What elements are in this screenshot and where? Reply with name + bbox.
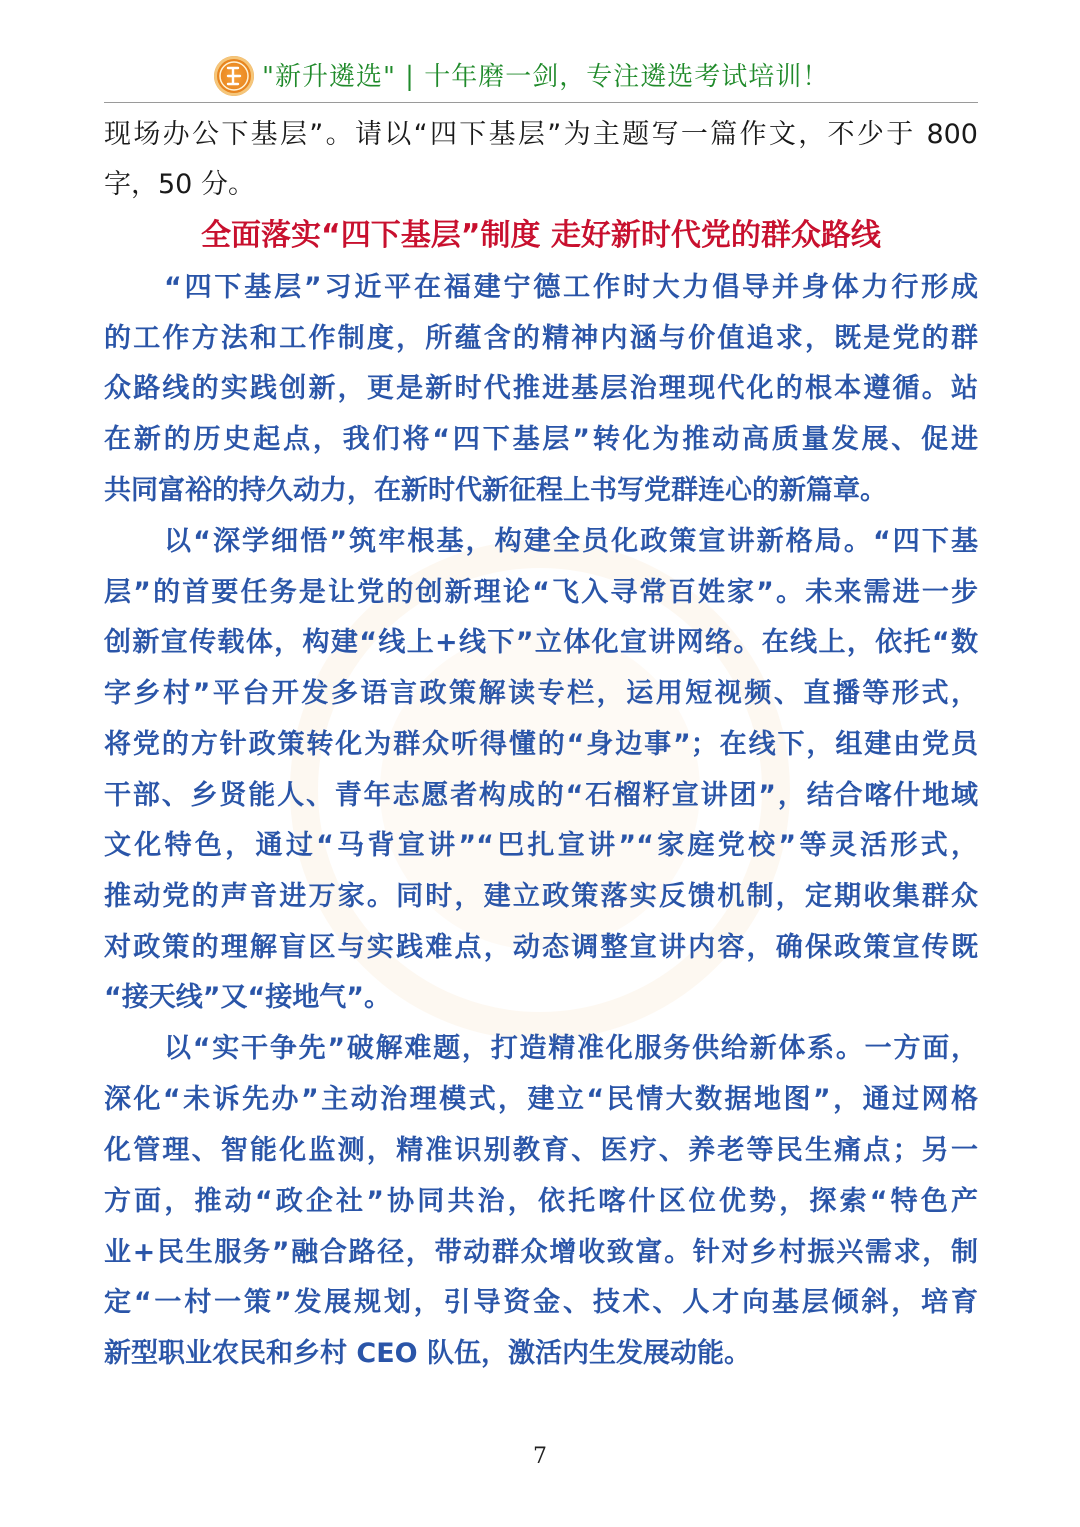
essay-line: 推动党的声音进万家。同时，建立政策落实反馈机制，定期收集群众 bbox=[104, 881, 978, 912]
essay-line: 层”的首要任务是让党的创新理论“飞入寻常百姓家”。未来需进一步 bbox=[104, 577, 978, 608]
essay-line: 文化特色，通过“马背宣讲”“巴扎宣讲”“家庭党校”等灵活形式， bbox=[104, 830, 978, 861]
essay-line: 以“深学细悟”筑牢根基，构建全员化政策宣讲新格局。“四下基 bbox=[164, 526, 978, 557]
essay-line: 业+民生服务”融合路径，带动群众增收致富。针对乡村振兴需求，制 bbox=[104, 1237, 978, 1268]
essay-line: 方面，推动“政企社”协同共治，依托喀什区位优势，探索“特色产 bbox=[104, 1186, 978, 1217]
essay-line: 在新的历史起点，我们将“四下基层”转化为推动高质量发展、促进 bbox=[104, 424, 978, 455]
essay-title: 全面落实“四下基层”制度 走好新时代党的群众路线 bbox=[201, 218, 881, 253]
essay-line: 众路线的实践创新，更是新时代推进基层治理现代化的根本遵循。站 bbox=[104, 373, 978, 404]
essay-line: 深化“未诉先办”主动治理模式，建立“民情大数据地图”，通过网格 bbox=[104, 1084, 978, 1115]
essay-line: 创新宣传载体，构建“线上+线下”立体化宣讲网络。在线上，依托“数 bbox=[104, 627, 978, 658]
essay-line: 干部、乡贤能人、青年志愿者构成的“石榴籽宣讲团”，结合喀什地域 bbox=[104, 780, 978, 811]
essay-line: 定“一村一策”发展规划，引导资金、技术、人才向基层倾斜，培育 bbox=[104, 1287, 978, 1318]
essay-line: “四下基层”习近平在福建宁德工作时大力倡导并身体力行形成 bbox=[164, 272, 978, 303]
essay-line: 将党的方针政策转化为群众听得懂的“身边事”；在线下，组建由党员 bbox=[104, 729, 978, 760]
header-slogan: "新升遴选" | 十年磨一剑，专注遴选考试培训！ bbox=[262, 62, 830, 92]
header-divider bbox=[104, 102, 978, 103]
essay-line: “接天线”又“接地气”。 bbox=[104, 982, 391, 1013]
prompt-line: 现场办公下基层”。请以“四下基层”为主题写一篇作文，不少于 800 bbox=[104, 119, 978, 150]
essay-line: 字乡村”平台开发多语言政策解读专栏，运用短视频、直播等形式， bbox=[104, 678, 978, 709]
essay-line: 化管理、智能化监测，精准识别教育、医疗、养老等民生痛点；另一 bbox=[104, 1135, 978, 1166]
essay-line: 以“实干争先”破解难题，打造精准化服务供给新体系。一方面， bbox=[164, 1033, 978, 1064]
school-emblem-icon bbox=[214, 56, 254, 96]
essay-line: 对政策的理解盲区与实践难点，动态调整宣讲内容，确保政策宣传既 bbox=[104, 932, 978, 963]
page-number: 7 bbox=[533, 1444, 547, 1469]
essay-line: 的工作方法和工作制度，所蕴含的精神内涵与价值追求，既是党的群 bbox=[104, 323, 978, 354]
page-header bbox=[104, 56, 978, 102]
prompt-line: 字，50 分。 bbox=[104, 169, 255, 200]
essay-line: 共同富裕的持久动力，在新时代新征程上书写党群连心的新篇章。 bbox=[104, 475, 887, 506]
essay-line: 新型职业农民和乡村 CEO 队伍，激活内生发展动能。 bbox=[104, 1338, 752, 1369]
